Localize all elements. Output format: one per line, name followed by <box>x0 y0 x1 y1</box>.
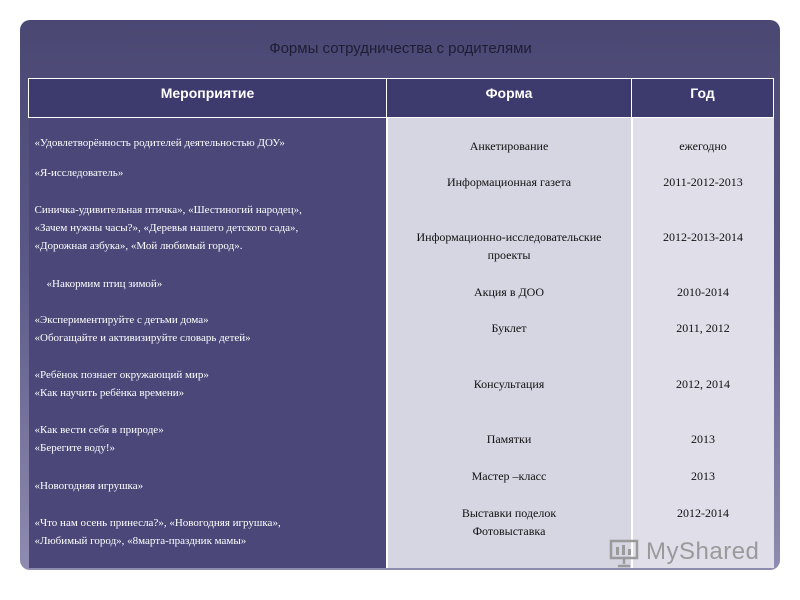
page-title: Формы сотрудничества с родителями <box>269 40 532 57</box>
presentation-icon <box>608 536 640 568</box>
year-item: 2013 <box>691 432 715 446</box>
year-item: 2012-2013-2014 <box>663 230 743 244</box>
year-item: 2011-2012-2013 <box>663 175 743 189</box>
event-item: «Накормим птиц зимой» <box>46 278 163 290</box>
event-item: «Удовлетворённость родителей деятельностью ДОУ» <box>34 137 285 149</box>
event-item: «Что нам осень принесла?», «Новогодняя игрушка», «Любимый город», «8марта-праздник мамы» <box>34 517 281 547</box>
year-item: ежегодно <box>679 139 727 153</box>
form-item: Анкетирование <box>469 139 549 153</box>
event-item: «Новогодняя игрушка» <box>34 480 144 492</box>
year-column <box>632 118 774 569</box>
form-item: Консультация <box>473 377 545 391</box>
form-item: Информационно-исследовательские проекты <box>416 230 602 262</box>
event-item: «Ребёнок познает окружающий мир» «Как научить ребёнка времени» <box>34 369 209 399</box>
event-item: «Экспериментируйте с детьми дома» «Обогащайте и активизируйте словарь детей» <box>34 314 251 344</box>
form-item: Буклет <box>491 321 527 335</box>
form-item: Выставки поделок Фотовыставка <box>461 506 557 538</box>
header-form: Форма <box>387 79 632 118</box>
event-column <box>29 118 387 569</box>
myshared-watermark <box>608 536 768 570</box>
year-item: 2010-2014 <box>677 285 729 299</box>
form-item: Информационная газета <box>446 175 572 189</box>
header-event: Мероприятие <box>29 79 387 118</box>
event-item: «Я-исследователь» <box>34 167 124 179</box>
form-item: Мастер –класс <box>471 469 547 483</box>
form-column <box>387 118 632 569</box>
form-item: Памятки <box>486 432 532 446</box>
year-item: 2012-2014 <box>677 506 729 520</box>
watermark-text: MyShared <box>646 538 760 565</box>
year-item: 2011, 2012 <box>676 321 730 335</box>
year-item: 2012, 2014 <box>676 377 730 391</box>
year-item: 2013 <box>691 469 715 483</box>
cooperation-table <box>28 78 774 568</box>
header-year: Год <box>632 79 774 118</box>
event-item: Синичка-удивительная птичка», «Шестиногий народец», «Зачем нужны часы?», «Деревья нашего детского сада», «Дорожная азбука», «Мой любимый город». <box>34 204 302 252</box>
form-item: Акция в ДОО <box>473 285 545 299</box>
event-item: «Как вести себя в природе» «Берегите воду!» <box>34 424 164 454</box>
